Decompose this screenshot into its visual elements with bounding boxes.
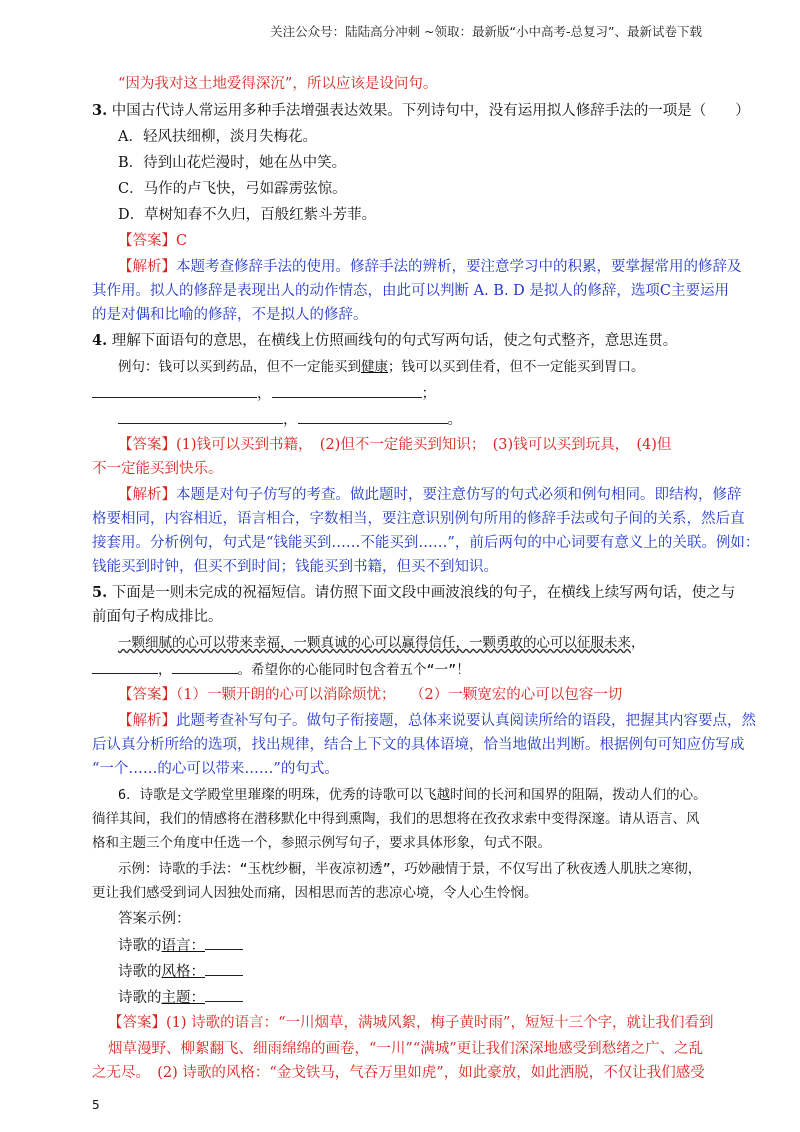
question-number: 5.	[92, 584, 108, 601]
punct: 。	[447, 412, 462, 428]
answer-tag: 【答案】	[118, 437, 176, 453]
answer-text: （1）一颗开朗的心可以消除烦忧； （2）一颗宽宏的心可以包容一切	[176, 687, 623, 703]
answer-blank[interactable]	[205, 961, 243, 976]
answer-line	[108, 1013, 714, 1033]
explanation-line: 接套用。分析例句，句式是“钱能买到……不能买到……”，前后两句的中心词要有意义上的关联。例如：	[92, 535, 760, 551]
example-text: 示例：诗歌的手法：“玉枕纱橱，半夜凉初透”，巧妙融情于景，不仅写出了秋夜透人肌肤之寒彻，	[118, 861, 702, 877]
explanation-line: 后认真分析所给的选项，找出规律，结合上下文的具体语境，恰当地做出判断。根据例句可知应仿写成	[92, 737, 745, 753]
punct: ，	[158, 662, 172, 678]
answer-item	[118, 961, 710, 982]
answer-blank[interactable]	[92, 659, 158, 674]
explanation-tag: 【解析】	[118, 259, 176, 275]
punct: ，	[257, 386, 272, 402]
answer-blank[interactable]	[298, 409, 448, 424]
question-text: 理解下面语句的意思，在横线上仿照画线句的句式写两句话，使之句式整齐，意思连贯。	[111, 333, 678, 349]
example-sentence	[118, 357, 710, 377]
question-5	[92, 583, 736, 603]
answer-blank[interactable]	[92, 383, 257, 398]
explanation-line: 其作用。拟人的修辞是表现出人的动作情态，由此可以判断 A. B. D 是拟人的修辞，选项C主要运用	[92, 283, 729, 299]
explanation-line	[118, 485, 742, 505]
blank-line	[92, 659, 710, 680]
option-c: C．马作的卢飞快，弓如霹雳弦惊。	[118, 181, 347, 197]
wavy-sentence	[118, 633, 710, 653]
option-b: B．待到山花烂漫时，她在丛中笑。	[118, 155, 347, 171]
answer-tag: 【答案】	[118, 687, 176, 703]
question-text: 前面句子构成排比。	[92, 609, 223, 625]
answer-line	[118, 435, 710, 455]
answer-line: 之无尽。 (2) 诗歌的风格：“金戈铁马，气吞万里如虎”，如此豪放，如此洒脱，不仅让我们感受	[92, 1065, 705, 1081]
page-header: 关注公众号：陆陆高分冲刺 ~领取：最新版“小中高考-总复习”、最新试卷下载	[270, 24, 702, 39]
example-text: ；钱可以买到佳肴，但不一定能买到胃口。	[388, 359, 645, 375]
question-text: 中国古代诗人常运用多种手法增强表达效果。下列诗句中，没有运用拟人修辞手法的一项是（ ）	[111, 103, 750, 119]
explanation-text: 本题是对句子仿写的考查。做此题时，要注意仿写的句式必须和例句相同。即结构，修辞	[176, 487, 742, 503]
option-d: D．草树知春不久归，百般红紫斗芳菲。	[118, 207, 377, 223]
question-number: 3.	[92, 102, 108, 119]
item-label: 主题：	[161, 990, 205, 1006]
explanation-tag: 【解析】	[118, 713, 176, 729]
item-prefix: 诗歌的	[118, 938, 162, 954]
item-prefix: 诗歌的	[118, 964, 162, 980]
option-a: A．轻风扶细柳，淡月失梅花。	[118, 129, 317, 145]
answer-blank[interactable]	[205, 935, 243, 950]
question-text: 徜徉其间，我们的情感将在潜移默化中得到熏陶，我们的思想将在孜孜求索中变得深邃。请从语言、风	[92, 811, 700, 827]
question-6: 6．诗歌是文学殿堂里璀璨的明珠，优秀的诗歌可以飞越时间的长河和国界的阻隔，拨动人们的心。	[118, 787, 707, 803]
question-text: 格和主题三个角度中任选一个，参照示例写句子，要求具体形象，句式不限。	[92, 835, 551, 851]
explanation-tag: 【解析】	[118, 487, 176, 503]
explanation-line: 格要相同，内容相近，语言相合，字数相当，要注意识别例句所用的修辞手法或句子间的关系，然后直	[92, 511, 745, 527]
item-label: 语言：	[161, 938, 205, 954]
example-text: 例句：钱可以买到药品，但不一定能买到	[118, 359, 361, 375]
explanation-line: 的是对偶和比喻的修辞，不是拟人的修辞。	[92, 307, 368, 323]
answer-text: (1)钱可以买到书籍， (2)但不一定能买到知识； (3)钱可以买到玩具， (4)但	[176, 437, 672, 453]
item-label: 风格：	[161, 964, 205, 980]
blank-line	[118, 409, 710, 430]
answer-blank[interactable]	[272, 383, 422, 398]
answer-item	[118, 935, 710, 956]
answer-line: 烟草漫野、柳絮翻飞、细雨绵绵的画卷，“一川”“满城”更让我们深深地感受到愁绪之广、之乱	[108, 1041, 704, 1057]
answer-item	[118, 987, 710, 1008]
page-number: 5	[92, 1098, 100, 1112]
answer-tag: 【答案】	[108, 1015, 166, 1031]
explanation-line: “一个……的心可以带来……”的句式。	[92, 761, 339, 777]
punct: ，	[631, 635, 645, 651]
answer-blank[interactable]	[172, 659, 238, 674]
example-text: 更让我们感受到词人因独处而痛，因相思而苦的悲凉心境，令人心生怜悯。	[92, 885, 538, 901]
answer-line	[118, 685, 710, 705]
wavy-underlined: 一颗细腻的心可以带来幸福，一颗真诚的心可以赢得信任，一颗勇敢的心可以征服未来	[118, 635, 631, 651]
answer-line: “因为我对这土地爱得深沉”，所以应该是设问句。	[118, 76, 438, 92]
answer-blank[interactable]	[118, 409, 283, 424]
explanation-line	[118, 257, 742, 277]
question-text: 下面是一则未完成的祝福短信。请仿照下面文段中画波浪线的句子，在横线上续写两句话，使之与	[111, 585, 736, 601]
answer-value: C	[176, 233, 188, 249]
answer-example-title: 答案示例：	[118, 911, 191, 927]
explanation-text: 本题考查修辞手法的使用。修辞手法的辨析，要注意学习中的积累，要掌握常用的修辞及	[176, 259, 742, 275]
example-underlined: 健康	[361, 359, 388, 375]
answer-tag: 【答案】	[118, 233, 176, 249]
question-4	[92, 331, 710, 351]
answer-line	[118, 231, 710, 251]
blank-line	[92, 383, 710, 404]
answer-line: 不一定能买到快乐。	[92, 461, 223, 477]
prompt-text: 。希望你的心能同时包含着五个“一”！	[237, 662, 470, 678]
question-3	[92, 101, 750, 121]
answer-text: (1) 诗歌的语言：“一川烟草，满城风絮，梅子黄时雨”，短短十三个字，就让我们看到	[166, 1015, 714, 1031]
explanation-line	[118, 711, 756, 731]
explanation-text: 此题考查补写句子。做句子衔接题，总体来说要认真阅读所给的语段，把握其内容要点，然	[176, 713, 756, 729]
punct: ；	[421, 386, 436, 402]
punct: ，	[283, 412, 298, 428]
question-number: 4.	[92, 332, 108, 349]
explanation-line: 钱能买到时钟，但买不到时间；钱能买到书籍，但买不到知识。	[92, 559, 498, 575]
item-prefix: 诗歌的	[118, 990, 162, 1006]
answer-blank[interactable]	[205, 987, 243, 1002]
